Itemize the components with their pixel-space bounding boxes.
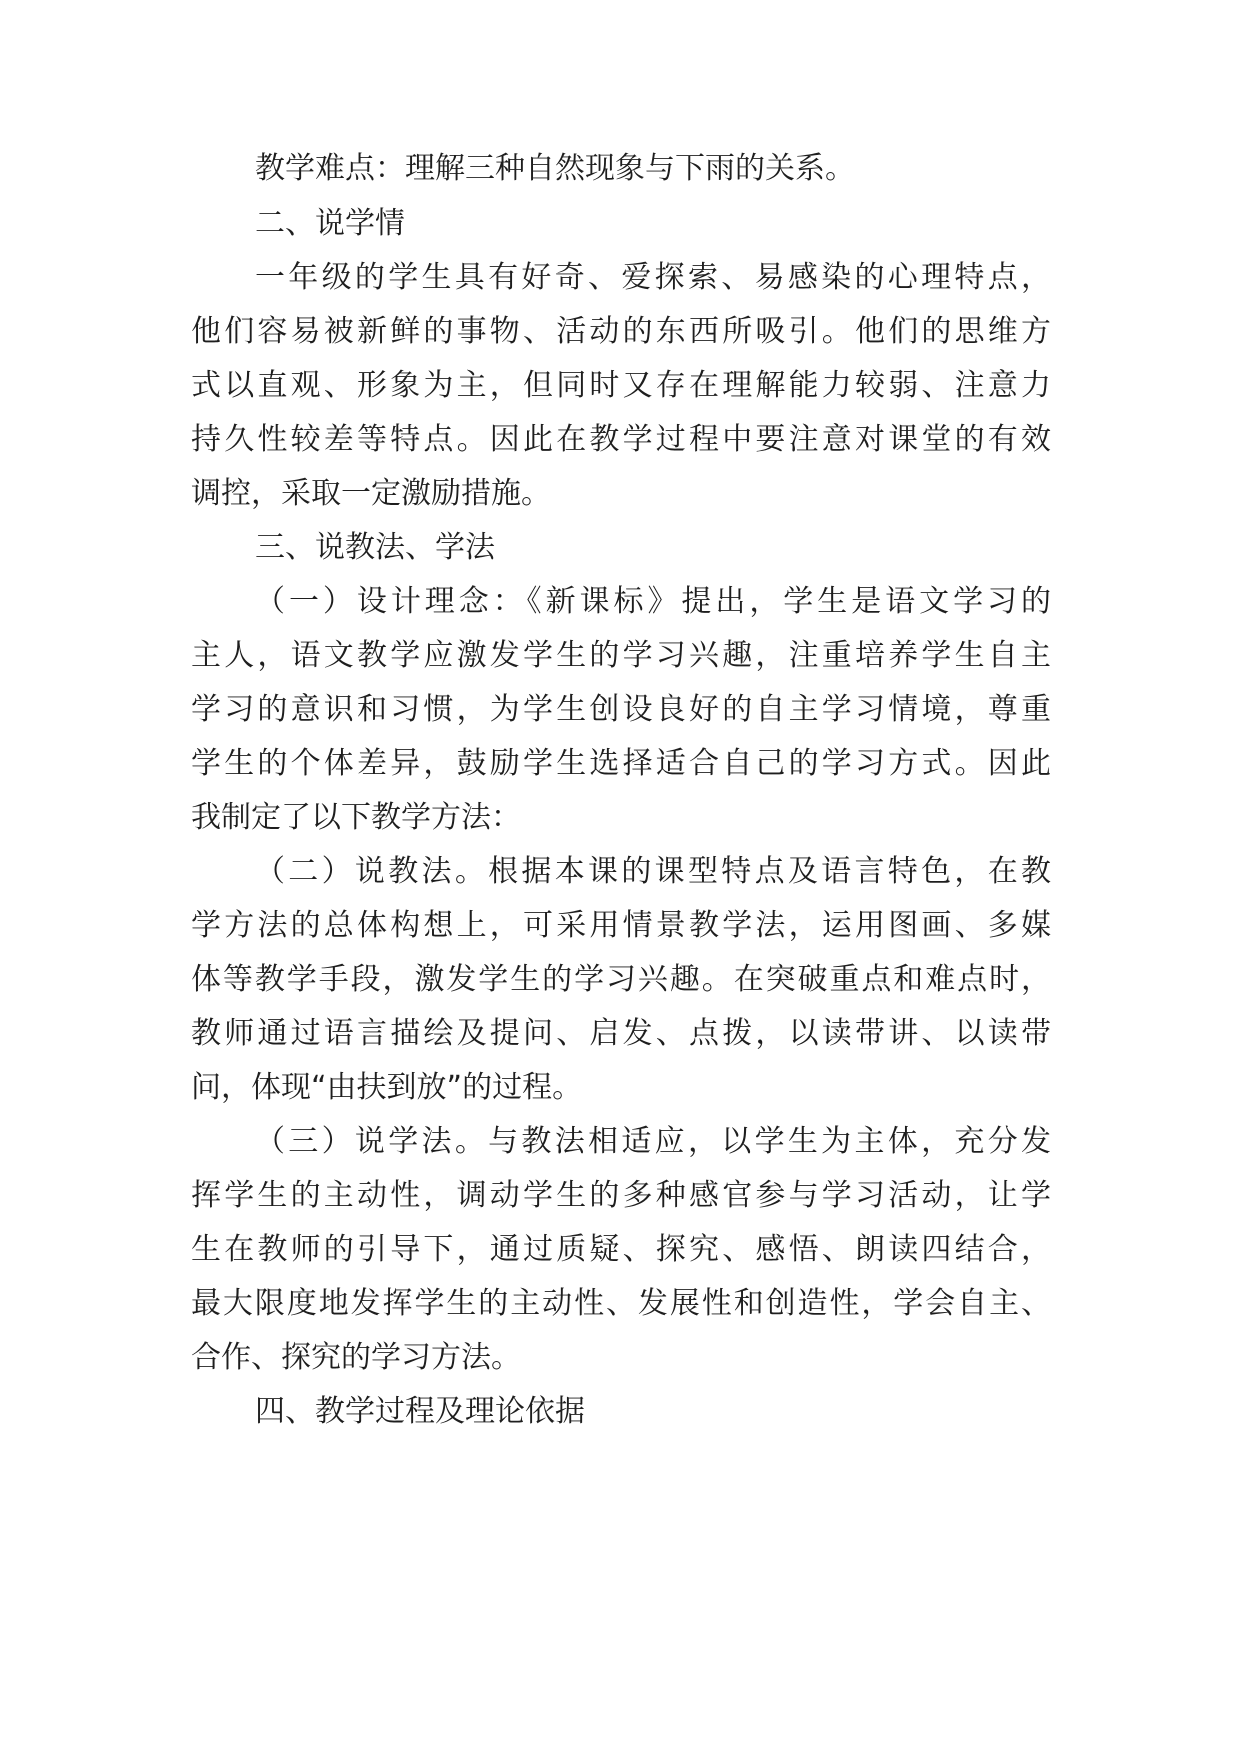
paragraph-line: 问，体现“由扶到放”的过程。 [191,1070,583,1105]
paragraph-line: （一）设计理念：《新课标》提出，学生是语文学习的 [255,584,1051,619]
paragraph-line: 挥学生的主动性，调动学生的多种感官参与学习活动，让学 [191,1178,1051,1213]
paragraph-line: 调控，采取一定激励措施。 [191,476,551,511]
paragraph-line: 学方法的总体构想上，可采用情景教学法，运用图画、多媒 [191,908,1051,943]
paragraph-line: 教师通过语言描绘及提问、启发、点拨，以读带讲、以读带 [191,1016,1051,1051]
section-heading-3: 三、说教法、学法 [255,530,495,565]
paragraph-line: 我制定了以下教学方法： [191,800,521,835]
paragraph-line: 学习的意识和习惯，为学生创设良好的自主学习情境，尊重 [191,692,1051,727]
paragraph-line: （二）说教法。根据本课的课型特点及语言特色，在教 [255,854,1051,889]
paragraph-line: 他们容易被新鲜的事物、活动的东西所吸引。他们的思维方 [191,314,1051,349]
paragraph-line: （三）说学法。与教法相适应，以学生为主体，充分发 [255,1124,1051,1159]
paragraph-line: 合作、探究的学习方法。 [191,1340,521,1375]
paragraph-line: 体等教学手段，激发学生的学习兴趣。在突破重点和难点时， [191,962,1051,997]
paragraph-line: 持久性较差等特点。因此在教学过程中要注意对课堂的有效 [191,422,1051,457]
section-heading-2: 二、说学情 [255,206,405,241]
paragraph-line: 最大限度地发挥学生的主动性、发展性和创造性，学会自主、 [191,1286,1051,1321]
difficulty-line: 教学难点：理解三种自然现象与下雨的关系。 [255,151,855,186]
paragraph-line: 学生的个体差异，鼓励学生选择适合自己的学习方式。因此 [191,746,1051,781]
paragraph-line: 一年级的学生具有好奇、爱探索、易感染的心理特点， [255,260,1051,295]
paragraph-line: 主人，语文教学应激发学生的学习兴趣，注重培养学生自主 [191,638,1051,673]
paragraph-line: 生在教师的引导下，通过质疑、探究、感悟、朗读四结合， [191,1232,1051,1267]
paragraph-line: 式以直观、形象为主，但同时又存在理解能力较弱、注意力 [191,368,1051,403]
section-heading-4: 四、教学过程及理论依据 [255,1394,585,1429]
